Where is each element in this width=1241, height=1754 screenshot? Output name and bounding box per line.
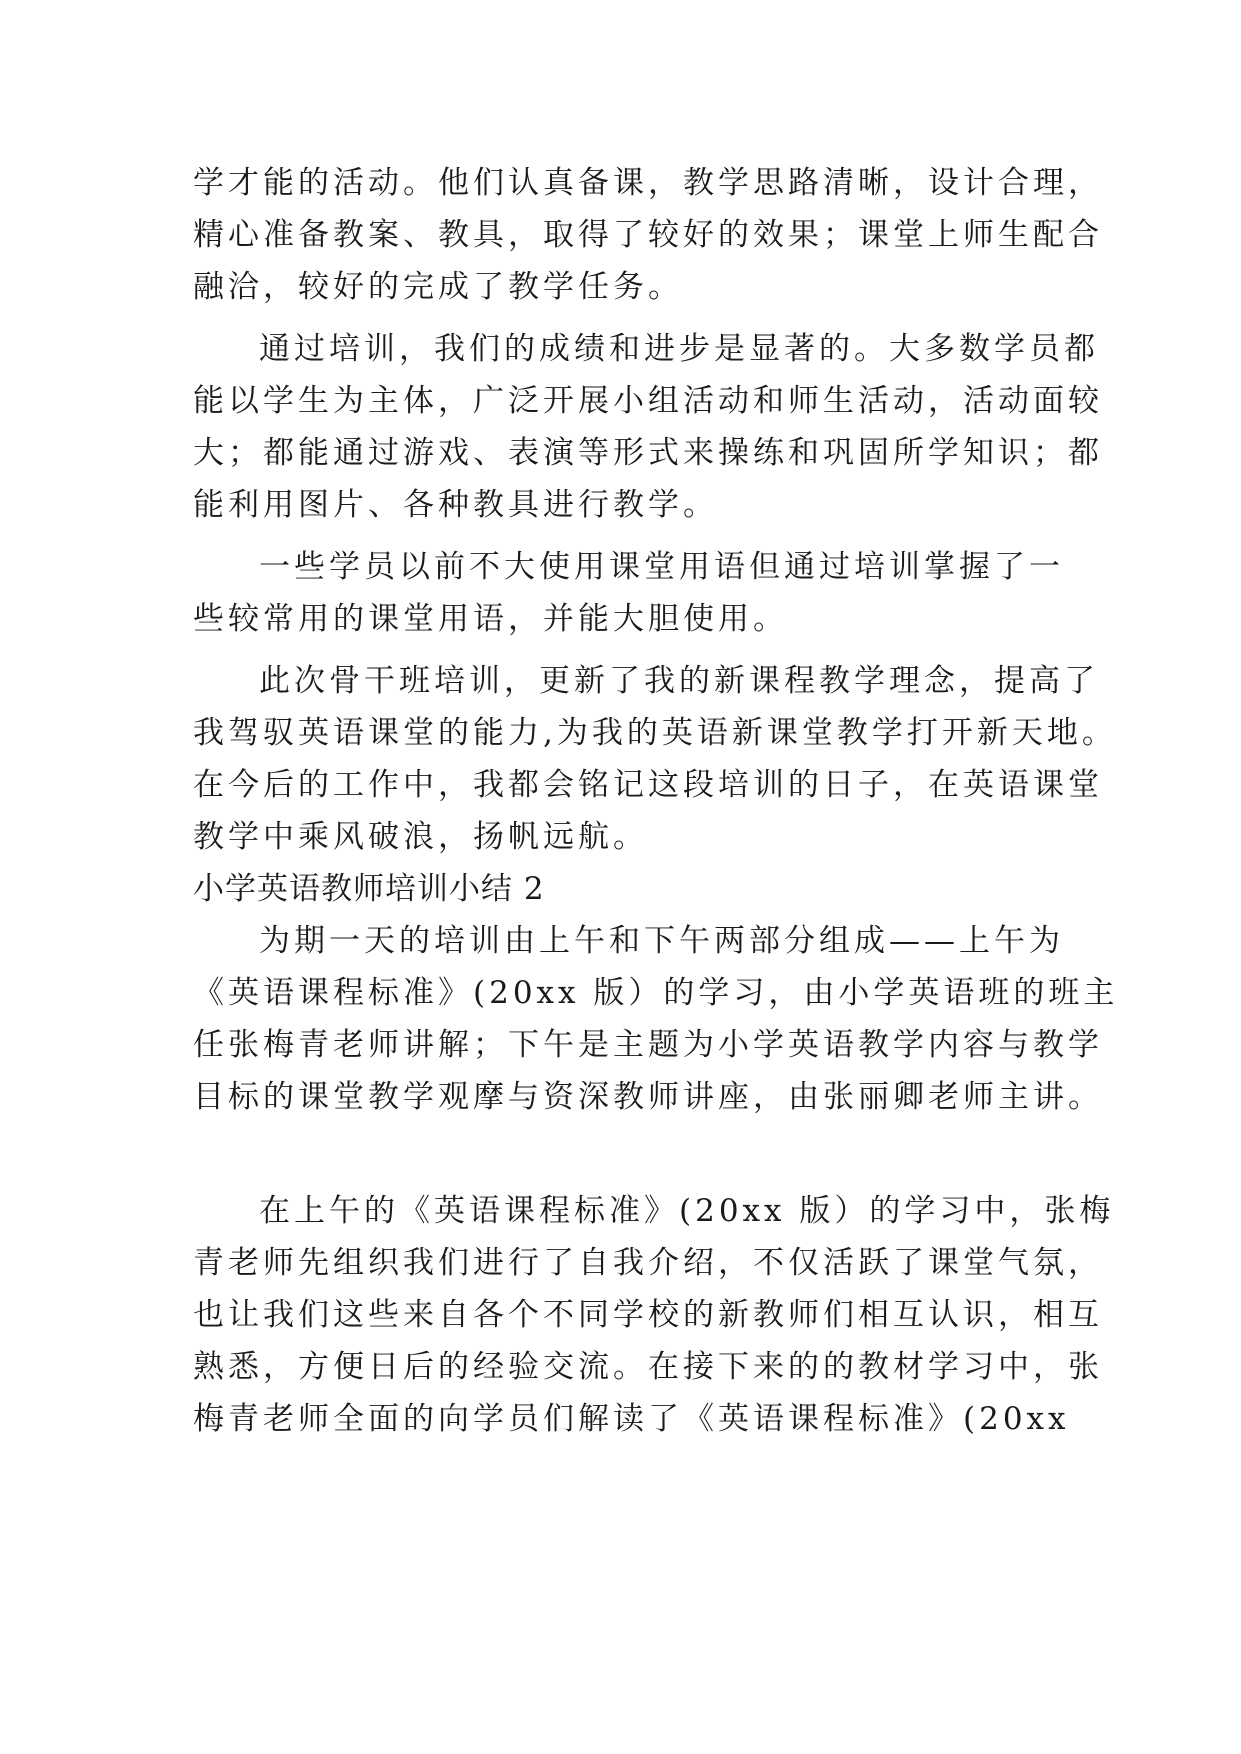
text-line: 能以学生为主体，广泛开展小组活动和师生活动，活动面较: [193, 383, 1103, 419]
paragraph: [193, 1185, 1115, 1445]
paragraph: [193, 323, 1103, 531]
text-line: 青老师先组织我们进行了自我介绍，不仅活跃了课堂气氛，: [193, 1245, 1103, 1281]
text-line: 些较常用的课堂用语，并能大胆使用。: [193, 601, 788, 637]
text-line: 也让我们这些来自各个不同学校的新教师们相互认识，相互: [193, 1297, 1103, 1333]
text-line: 我驾驭英语课堂的能力,为我的英语新课堂教学打开新天地。: [193, 715, 1117, 751]
text-line: 熟悉，方便日后的经验交流。在接下来的的教材学习中，张: [193, 1349, 1103, 1385]
text-line: 目标的课堂教学观摩与资深教师讲座，由张丽卿老师主讲。: [193, 1079, 1103, 1115]
text-line: 学才能的活动。他们认真备课，教学思路清晰，设计合理，: [193, 165, 1103, 201]
text-line: 为期一天的培训由上午和下午两部分组成——上午为: [259, 923, 1064, 959]
text-line: 能利用图片、各种教具进行教学。: [193, 487, 718, 523]
paragraph: [193, 541, 1073, 645]
text-line: 教学中乘风破浪，扬帆远航。: [193, 819, 648, 855]
text-line: 大；都能通过游戏、表演等形式来操练和巩固所学知识；都: [193, 435, 1103, 471]
section-heading: 小学英语教师培训小结 2: [193, 871, 545, 907]
text-line: 融洽，较好的完成了教学任务。: [193, 269, 683, 305]
text-line: 此次骨干班培训，更新了我的新课程教学理念，提高了: [259, 663, 1099, 699]
text-line: 通过培训，我们的成绩和进步是显著的。大多数学员都: [259, 331, 1099, 367]
paragraph: [193, 655, 1117, 863]
text-line: 精心准备教案、教具，取得了较好的效果；课堂上师生配合: [193, 217, 1103, 253]
text-line: 梅青老师全面的向学员们解读了《英语课程标准》(20xx: [193, 1401, 1070, 1437]
document-body: [193, 157, 1119, 1445]
paragraph: [193, 915, 1119, 1123]
paragraph: [193, 157, 1103, 313]
text-line: 《英语课程标准》(20xx 版）的学习，由小学英语班的班主: [193, 975, 1119, 1011]
text-line: 在上午的《英语课程标准》(20xx 版）的学习中，张梅: [259, 1193, 1115, 1229]
text-line: 一些学员以前不大使用课堂用语但通过培训掌握了一: [259, 549, 1064, 585]
text-line: 在今后的工作中，我都会铭记这段培训的日子，在英语课堂: [193, 767, 1103, 803]
text-line: 任张梅青老师讲解；下午是主题为小学英语教学内容与教学: [193, 1027, 1103, 1063]
